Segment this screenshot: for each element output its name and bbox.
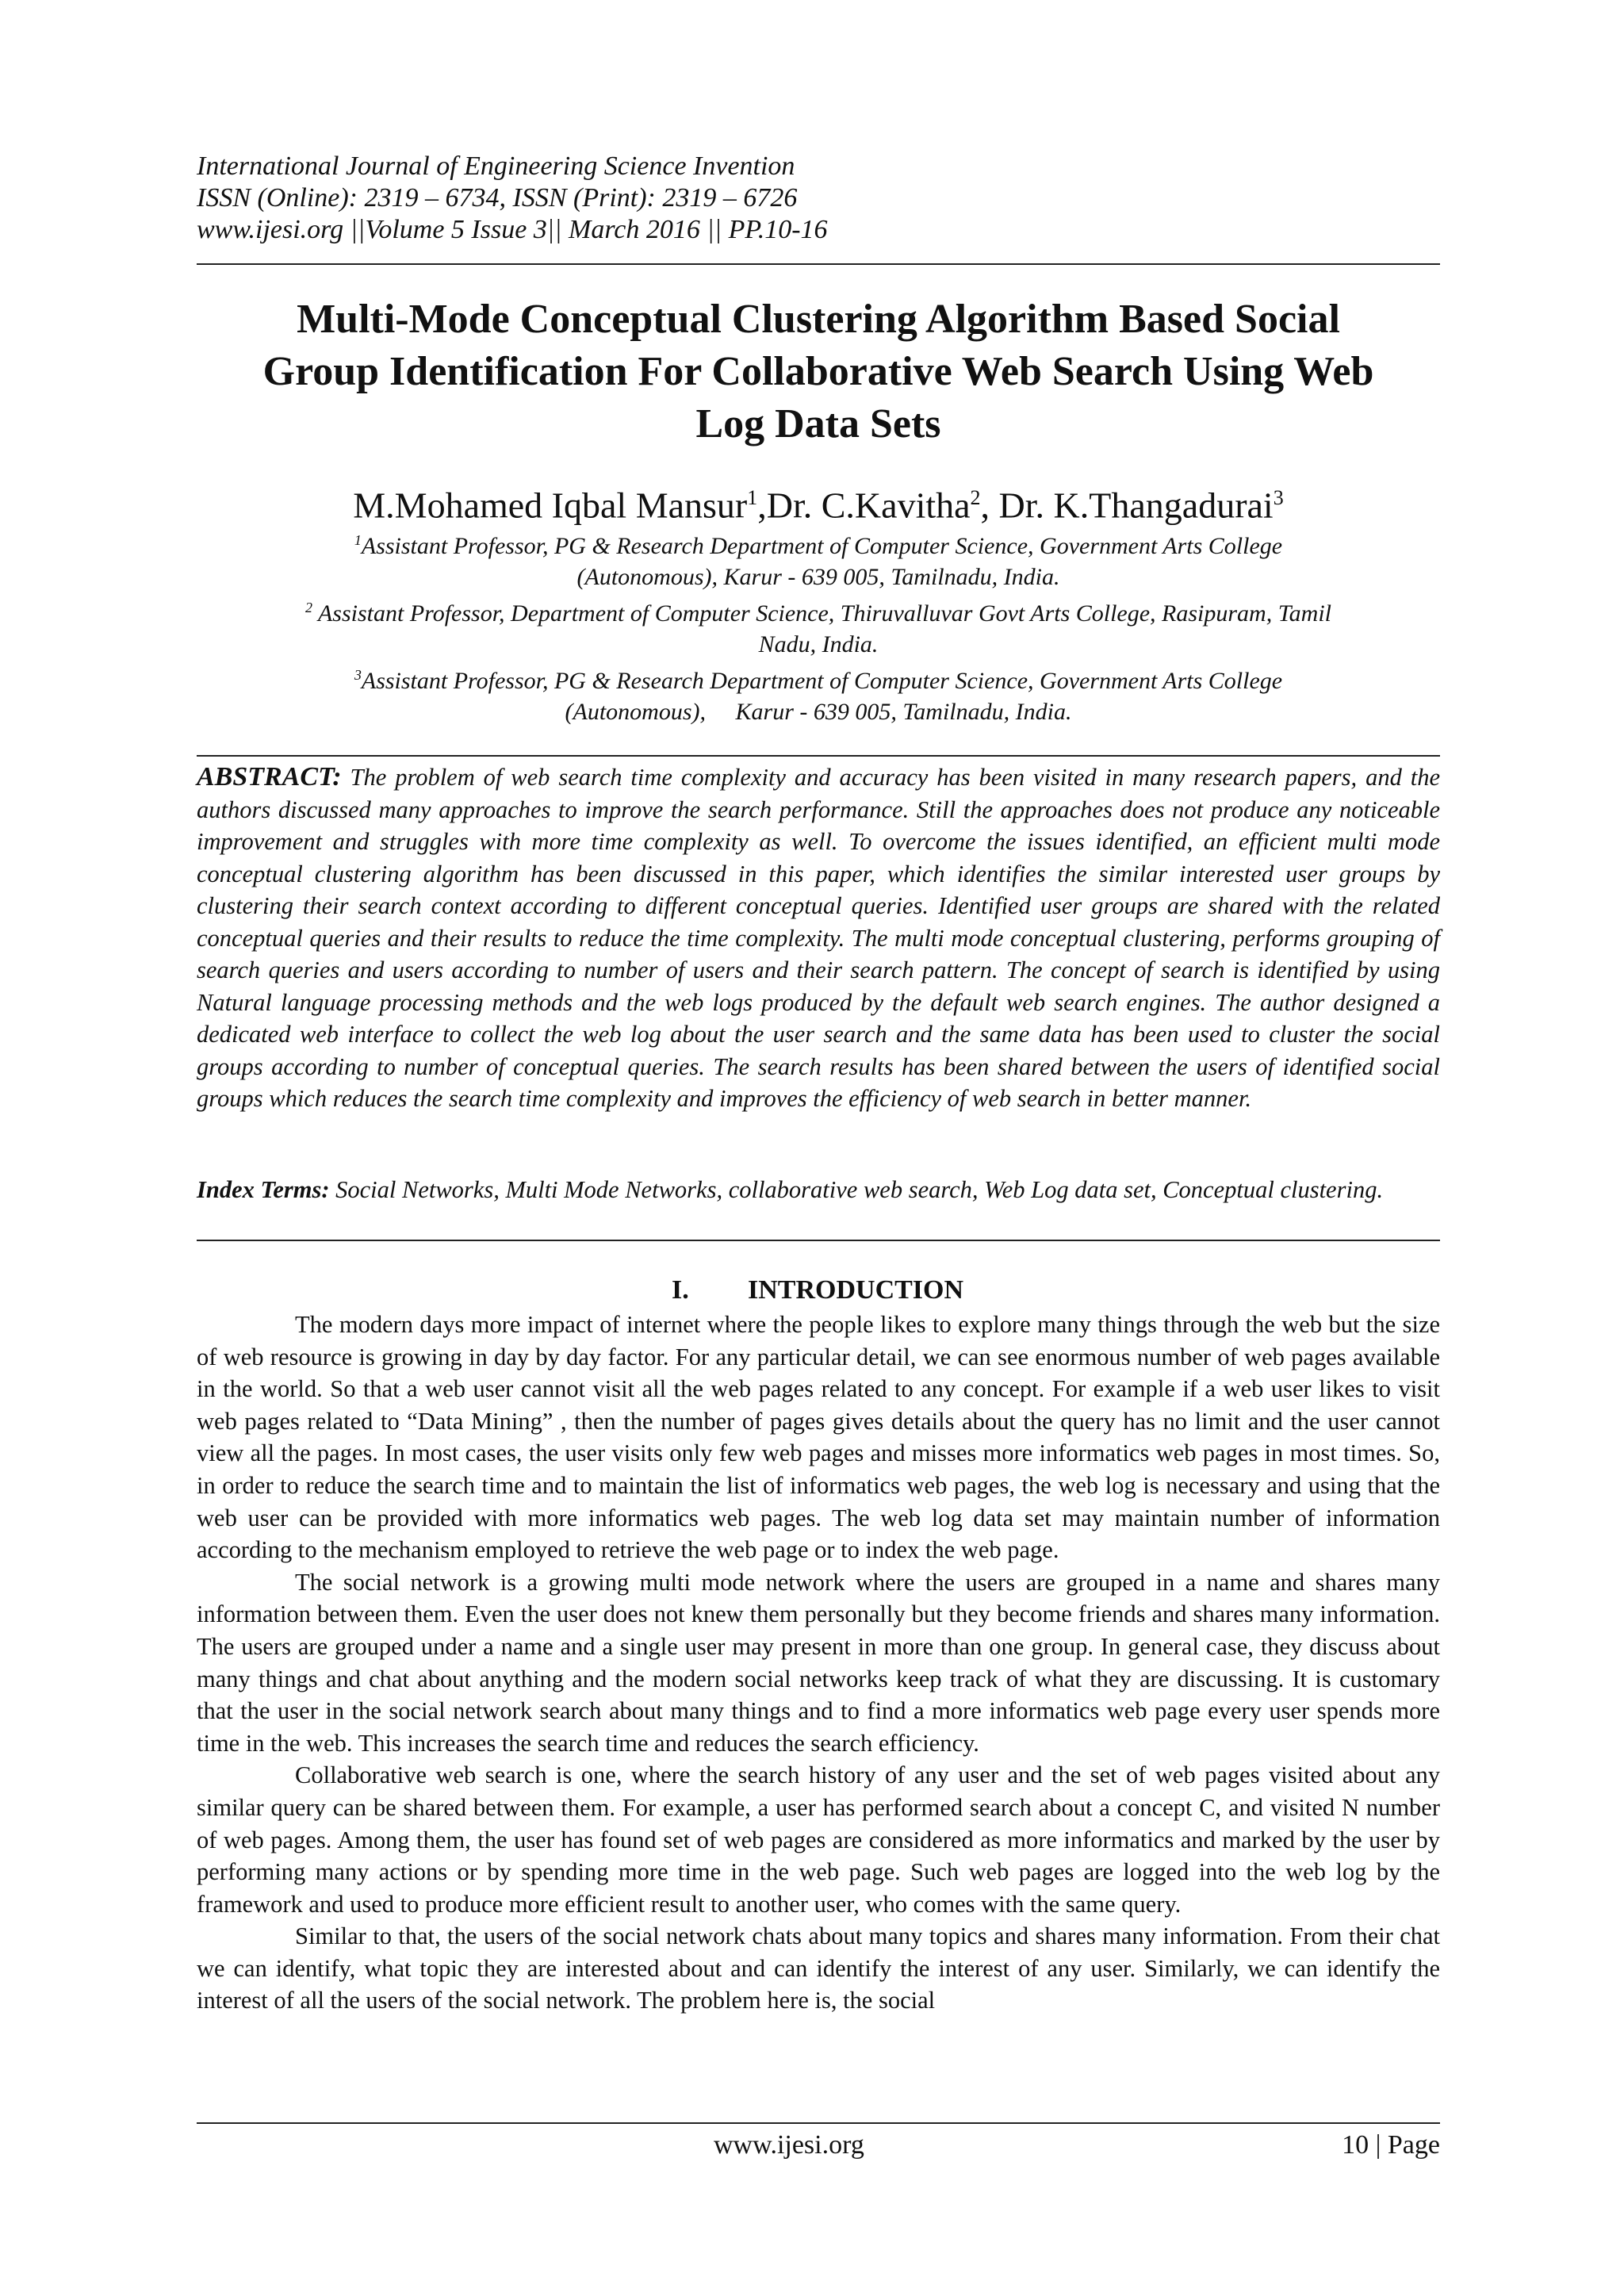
journal-name: International Journal of Engineering Science Invention: [197, 151, 795, 181]
section-number: I.: [672, 1275, 689, 1305]
title-line-1: Multi-Mode Conceptual Clustering Algorithm Based Social: [297, 297, 1340, 342]
journal-volume: www.ijesi.org ||Volume 5 Issue 3|| March 2016 || PP.10-16: [197, 215, 828, 244]
title-line-2: Group Identification For Collaborative Web Search Using Web: [262, 349, 1374, 394]
affiliation-3: [197, 660, 1440, 696]
affiliation-2-mark: 2: [305, 600, 312, 615]
affiliation-2-cont: Nadu, India.: [758, 631, 879, 657]
footer-site: www.ijesi.org: [714, 2130, 864, 2160]
author-3: , Dr. K.Thangadurai: [980, 485, 1274, 526]
title-line-3: Log Data Sets: [695, 401, 941, 447]
paragraph-3: Collaborative web search is one, where the search history of any user and the set of web pages visited about any similar query can be shared between them. For example, a user has performed search about a concept C, and visited N number of web pages. Among them, the user has found set of web pages are considered as more informatics and marked by the user by performing many actions or by spending more time in the web page. Such web pages are logged into the web log by the framework and used to produce more efficient result to another user, who comes with the same query.: [197, 1761, 1440, 1918]
author-1-mark: 1: [747, 486, 758, 509]
affiliation-1: [197, 525, 1440, 562]
affiliation-1-cont: (Autonomous), Karur - 639 005, Tamilnadu, India.: [576, 564, 1060, 590]
paragraph-2: The social network is a growing multi mode network where the users are grouped in a name and shares many information between them. Even the user does not knew them personally but they become friends and shares many information. The users are grouped under a name and a single user may present in more than one group. In general case, they discuss about many things and chat about anything and the modern social networks keep track of what they are discussing. It is customary that the user in the social network search about many things and to find a more informatics web page every user spends more time in the web. This increases the search time and reduces the search efficiency.: [197, 1568, 1440, 1757]
affiliation-3-text: Assistant Professor, PG & Research Department of Computer Science, Government Arts College: [361, 668, 1283, 694]
affiliation-2-text: Assistant Professor, Department of Computer Science, Thiruvalluvar Govt Arts College, Rasipuram, Tamil: [312, 600, 1331, 627]
affiliation-3-mark: 3: [354, 667, 362, 683]
journal-issn: ISSN (Online): 2319 – 6734, ISSN (Print): 2319 – 6726: [197, 183, 798, 213]
affiliation-2: [197, 592, 1440, 629]
author-2-mark: 2: [970, 486, 981, 509]
abstract: [197, 761, 1440, 1115]
header-rule: [197, 263, 1440, 265]
abstract-top-rule: [197, 755, 1440, 757]
affiliations: [197, 525, 1440, 727]
abstract-text: The problem of web search time complexity and accuracy has been visited in many research papers, and the authors discussed many approaches to improve the search performance. Still the approaches does not produce any noticeable improvement and struggles with more time complexity as well. To overcome the issues identified, an efficient multi mode conceptual clustering algorithm has been discussed in this paper, which identifies the similar interested user groups by clustering their search context according to different conceptual queries. Identified user groups are shared with the related conceptual queries and their results to reduce the time complexity. The multi mode conceptual clustering, performs grouping of search queries and users according to number of users and their search pattern. The concept of search is identified by using Natural language processing methods and the web logs produced by the default web search engines. The author designed a dedicated web interface to collect the web log about the user search and the same data has been used to cluster the social groups according to number of conceptual queries. The search results has been shared between the users of identified social groups which reduces the search time complexity and improves the efficiency of web search in better manner.: [197, 764, 1440, 1112]
author-3-mark: 3: [1273, 486, 1284, 509]
index-terms: [197, 1174, 1440, 1206]
author-list: [197, 476, 1440, 527]
abstract-bottom-rule: [197, 1240, 1440, 1241]
section-title: INTRODUCTION: [748, 1275, 964, 1305]
paragraph-4: Similar to that, the users of the social network chats about many topics and shares many information. From their chat we can identify, what topic they are interested about and can identify the interest of any user. Similarly, we can identify the interest of all the users of the social network. The problem here is, the social: [197, 1922, 1440, 2014]
index-terms-text: Social Networks, Multi Mode Networks, collaborative web search, Web Log data set, Conceptual clustering.: [329, 1176, 1384, 1203]
paper-title: [197, 293, 1440, 450]
author-1: M.Mohamed Iqbal Mansur: [353, 485, 748, 526]
author-2: ,Dr. C.Kavitha: [757, 485, 971, 526]
affiliation-1-mark: 1: [354, 532, 362, 548]
affiliation-1-text: Assistant Professor, PG & Research Department of Computer Science, Government Arts College: [361, 533, 1283, 559]
paragraph-1: The modern days more impact of internet where the people likes to explore many things through the web but the size of web resource is growing in day by day factor. For any particular detail, we can see enormous number of web pages available in the world. So that a web user cannot visit all the web pages related to any concept. For example if a web user likes to visit web pages related to “Data Mining” , then the number of pages gives details about the query has no limit and the user cannot view all the pages. In most cases, the user visits only few web pages and misses more informatics web pages in most times. So, in order to reduce the search time and to maintain the list of informatics web pages, the web log is necessary and using that the web user can be provided with more informatics web pages. The web log data set may maintain number of information according to the mechanism employed to retrieve the web page or to index the web page.: [197, 1311, 1440, 1564]
abstract-label: ABSTRACT:: [197, 762, 342, 792]
index-terms-label: Index Terms:: [197, 1176, 330, 1203]
footer-rule: [197, 2122, 1440, 2124]
affiliation-3-cont: (Autonomous), Karur - 639 005, Tamilnadu, India.: [565, 699, 1072, 725]
introduction-body: [197, 1309, 1440, 2017]
footer-page: 10 | Page: [1342, 2130, 1440, 2160]
journal-header: [197, 151, 1440, 246]
